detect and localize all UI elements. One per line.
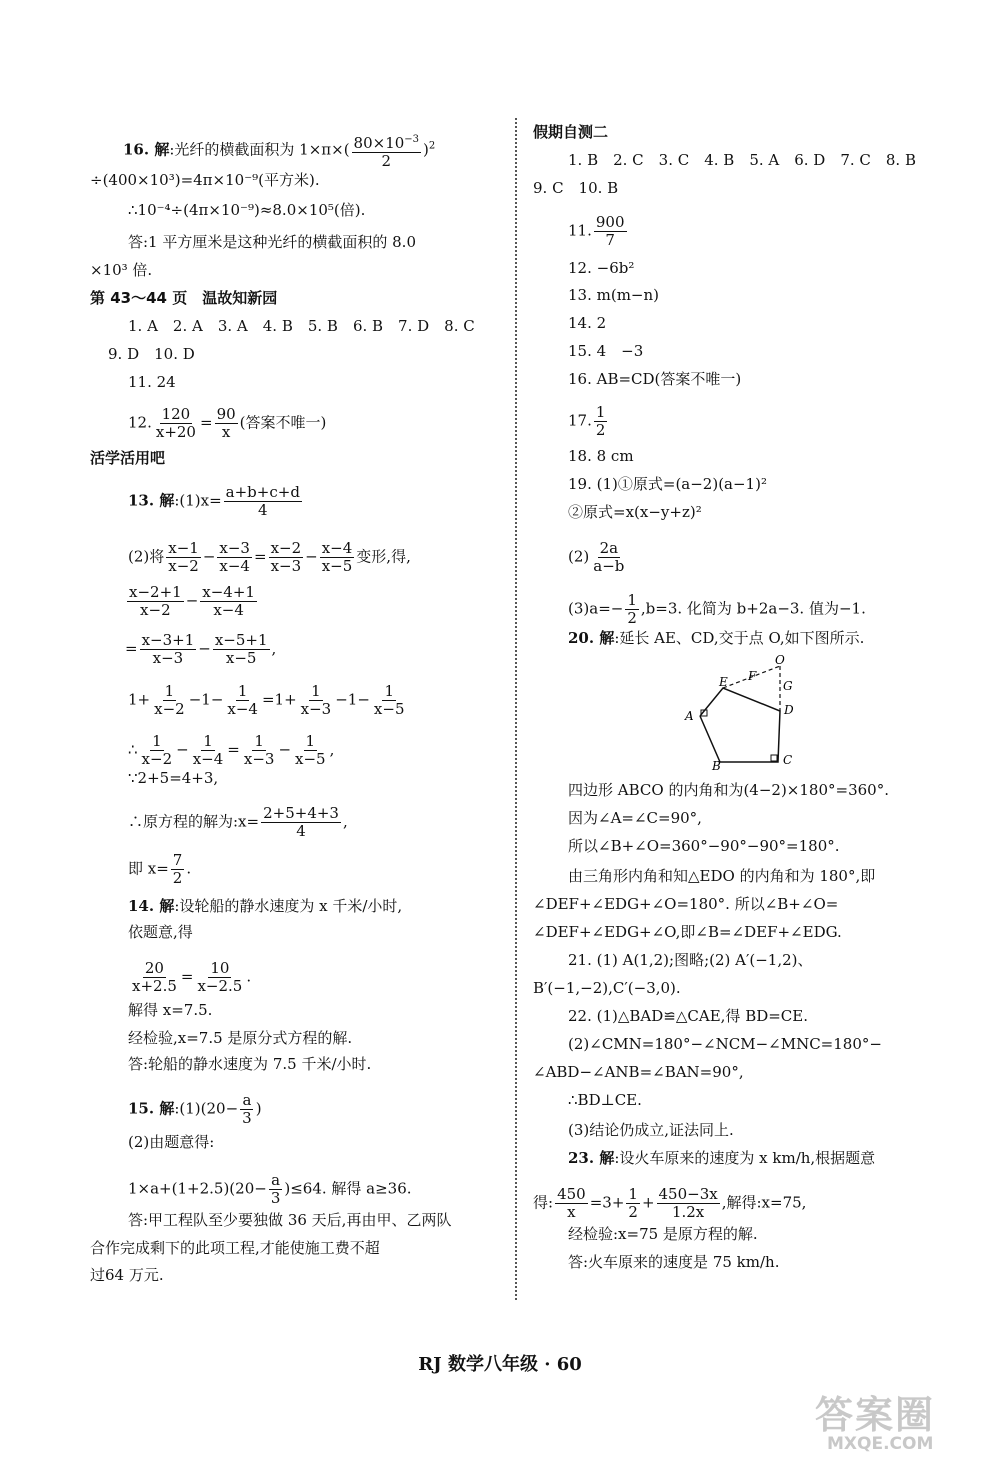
label-B: B	[712, 759, 721, 772]
label-O: O	[775, 653, 785, 667]
q22-line2: (2)∠CMN=180°−∠NCM−∠MNC=180°−	[568, 1035, 882, 1053]
q20-line5: 由三角形内角和知△EDO 的内角和为 180°,即	[568, 867, 876, 885]
q20-line2: 四边形 ABCO 的内角和为(4−2)×180°=360°.	[568, 781, 889, 799]
q23-line3: 经检验:x=75 是原方程的解.	[568, 1225, 758, 1243]
q23-line1: 23. 解:设火车原来的速度为 x km/h,根据题意	[568, 1149, 876, 1167]
q14-line4: 解得 x=7.5.	[128, 1001, 213, 1019]
answer-12: 12. $\frac{120}{x+20}$ = $\frac{90}{x}$ (答案不唯一)	[128, 405, 327, 441]
q22-line4: ∴BD⊥CE.	[568, 1091, 642, 1109]
watermark-logo: 答案圈 MXQE.COM	[815, 1393, 936, 1454]
q20-line4: 所以∠B+∠O=360°−90°−90°=180°.	[568, 837, 840, 855]
answer-15: 15. 4 −3	[568, 342, 644, 360]
q23-line2: 得: $\frac{450}{x}$ =3+ $\frac{1}{2}$ + $\frac{450-3x}{1.2x}$ ,解得:x=75,	[533, 1185, 807, 1221]
q22-line5: (3)结论仍成立,证法同上.	[568, 1121, 734, 1139]
q19-line4: (3)a=− $\frac{1}{2}$ ,b=3. 化简为 b+2a−3. 值为−1.	[568, 591, 866, 627]
q13-line8: ∴原方程的解为:x= $\frac{2+5+4+3}{4}$ ,	[128, 804, 348, 840]
section-title-selftest: 假期自测二	[533, 123, 609, 141]
q13-line5: 1+ $\frac{1}{x-2}$ −1− $\frac{1}{x-4}$ =1+ $\frac{1}{x-3}$ −1− $\frac{1}{x-5}$	[128, 682, 405, 718]
q19-line2: ②原式=x(x−y+z)²	[568, 503, 702, 521]
q13-line3: $\frac{x-2+1}{x-2}$ − $\frac{x-4+1}{x-4}$	[129, 583, 255, 619]
section-title-review: 第 43～44 页 温故知新园	[90, 289, 278, 307]
column-divider	[515, 118, 517, 1300]
q15-line3: 1×a+(1+2.5)(20− $\frac{a}{3}$ )≤64. 解得 a≥36.	[128, 1171, 412, 1207]
mc-answers-row1: 1. B 2. C 3. C 4. B 5. A 6. D 7. C 8. B	[568, 151, 916, 169]
q22-line3: ∠ABD−∠ANB=∠BAN=90°,	[533, 1063, 744, 1081]
answer-14: 14. 2	[568, 314, 607, 332]
label-D: D	[784, 703, 794, 717]
answer-13: 13. m(m−n)	[568, 286, 660, 304]
q21-line1: 21. (1) A(1,2);图略;(2) A′(−1,2)、	[568, 951, 813, 969]
q14-line6: 答:轮船的静水速度为 7.5 千米/小时.	[128, 1055, 372, 1073]
answer-17: 17. $\frac{1}{2}$	[568, 403, 606, 439]
answer-11: 11. $\frac{900}{7}$	[568, 213, 625, 249]
q15-line6: 过64 万元.	[90, 1266, 164, 1284]
q14-line5: 经检验,x=7.5 是原分式方程的解.	[128, 1029, 353, 1047]
q21-line2: B′(−1,−2),C′(−3,0).	[533, 979, 681, 997]
q22-line1: 22. (1)△BAD≌△CAE,得 BD=CE.	[568, 1007, 809, 1025]
q20-line3: 因为∠A=∠C=90°,	[568, 809, 702, 827]
fraction: $\frac{80\times 10^{-3}}{2}$	[352, 131, 422, 170]
q15-line4: 答:甲工程队至少要独做 36 天后,再由甲、乙两队	[128, 1211, 452, 1229]
label-A: A	[685, 709, 694, 723]
answer-18: 18. 8 cm	[568, 447, 634, 465]
answer-12: 12. −6b²	[568, 259, 635, 277]
q16-line5: ×10³ 倍.	[90, 261, 153, 279]
mc-answers-row1: 1. A 2. A 3. A 4. B 5. B 6. B 7. D 8. C	[128, 317, 475, 335]
q19-line3: (2) $\frac{2a}{a-b}$	[568, 539, 625, 575]
label-C: C	[783, 753, 793, 767]
q13-line9: 即 x= $\frac{7}{2}$ .	[128, 851, 192, 887]
q13-line4: = $\frac{x-3+1}{x-3}$ − $\frac{x-5+1}{x-5}$ ,	[125, 631, 277, 667]
q16-line1: 16. 解:光纤的横截面积为 1×π×( $\frac{80\times 10^{-3}}{2}$ )$^2$	[123, 131, 435, 170]
q13-line7: ∵2+5=4+3,	[128, 769, 219, 787]
q19-line1: 19. (1)①原式=(a−2)(a−1)²	[568, 475, 767, 493]
q15-line1: 15. 解:(1)(20− $\frac{a}{3}$ )	[128, 1091, 262, 1127]
q15-line5: 合作完成剩下的此项工程,才能使施工费不超	[90, 1239, 380, 1257]
q16-line3: ∴10⁻⁴÷(4π×10⁻⁹)≈8.0×10⁵(倍).	[128, 201, 366, 219]
q14-line3: $\frac{20}{x+2.5}$ = $\frac{10}{x-2.5}$ .	[132, 959, 252, 995]
pentagon-diagram	[670, 652, 810, 772]
label-G: G	[783, 679, 793, 693]
q14-line1: 14. 解:设轮船的静水速度为 x 千米/小时,	[128, 897, 403, 915]
q16-line4: 答:1 平方厘米是这种光纤的横截面积的 8.0	[128, 233, 416, 251]
q20-line7: ∠DEF+∠EDG+∠O,即∠B=∠DEF+∠EDG.	[533, 923, 842, 941]
mc-answers-row2: 9. D 10. D	[108, 345, 195, 363]
mc-answers-row2: 9. C 10. B	[533, 179, 619, 197]
answer-11: 11. 24	[128, 373, 176, 391]
q13-line1: 13. 解:(1)x= $\frac{a+b+c+d}{4}$	[128, 483, 300, 519]
q15-line2: (2)由题意得:	[128, 1133, 215, 1151]
q23-line4: 答:火车原来的速度是 75 km/h.	[568, 1253, 780, 1271]
q20-line1: 20. 解:延长 AE、CD,交于点 O,如下图所示.	[568, 629, 865, 647]
q13-line2: (2)将 $\frac{x-1}{x-2}$ − $\frac{x-3}{x-4}$ = $\frac{x-2}{x-3}$ − $\frac{x-4}{x-5}$ 变形,得,	[128, 539, 411, 575]
section-title-apply: 活学活用吧	[90, 449, 166, 467]
answer-16: 16. AB=CD(答案不唯一)	[568, 370, 742, 388]
q16-line2: ÷(400×10³)=4π×10⁻⁹(平方米).	[90, 171, 320, 189]
label-E: E	[719, 675, 728, 689]
page-footer: RJ 数学八年级 · 60	[418, 1354, 582, 1375]
label-F: F	[748, 669, 757, 683]
q20-line6: ∠DEF+∠EDG+∠O=180°. 所以∠B+∠O=	[533, 895, 839, 913]
q14-line2: 依题意,得	[128, 923, 193, 941]
q13-line6: ∴ $\frac{1}{x-2}$ − $\frac{1}{x-4}$ = $\frac{1}{x-3}$ − $\frac{1}{x-5}$ ,	[128, 732, 335, 768]
